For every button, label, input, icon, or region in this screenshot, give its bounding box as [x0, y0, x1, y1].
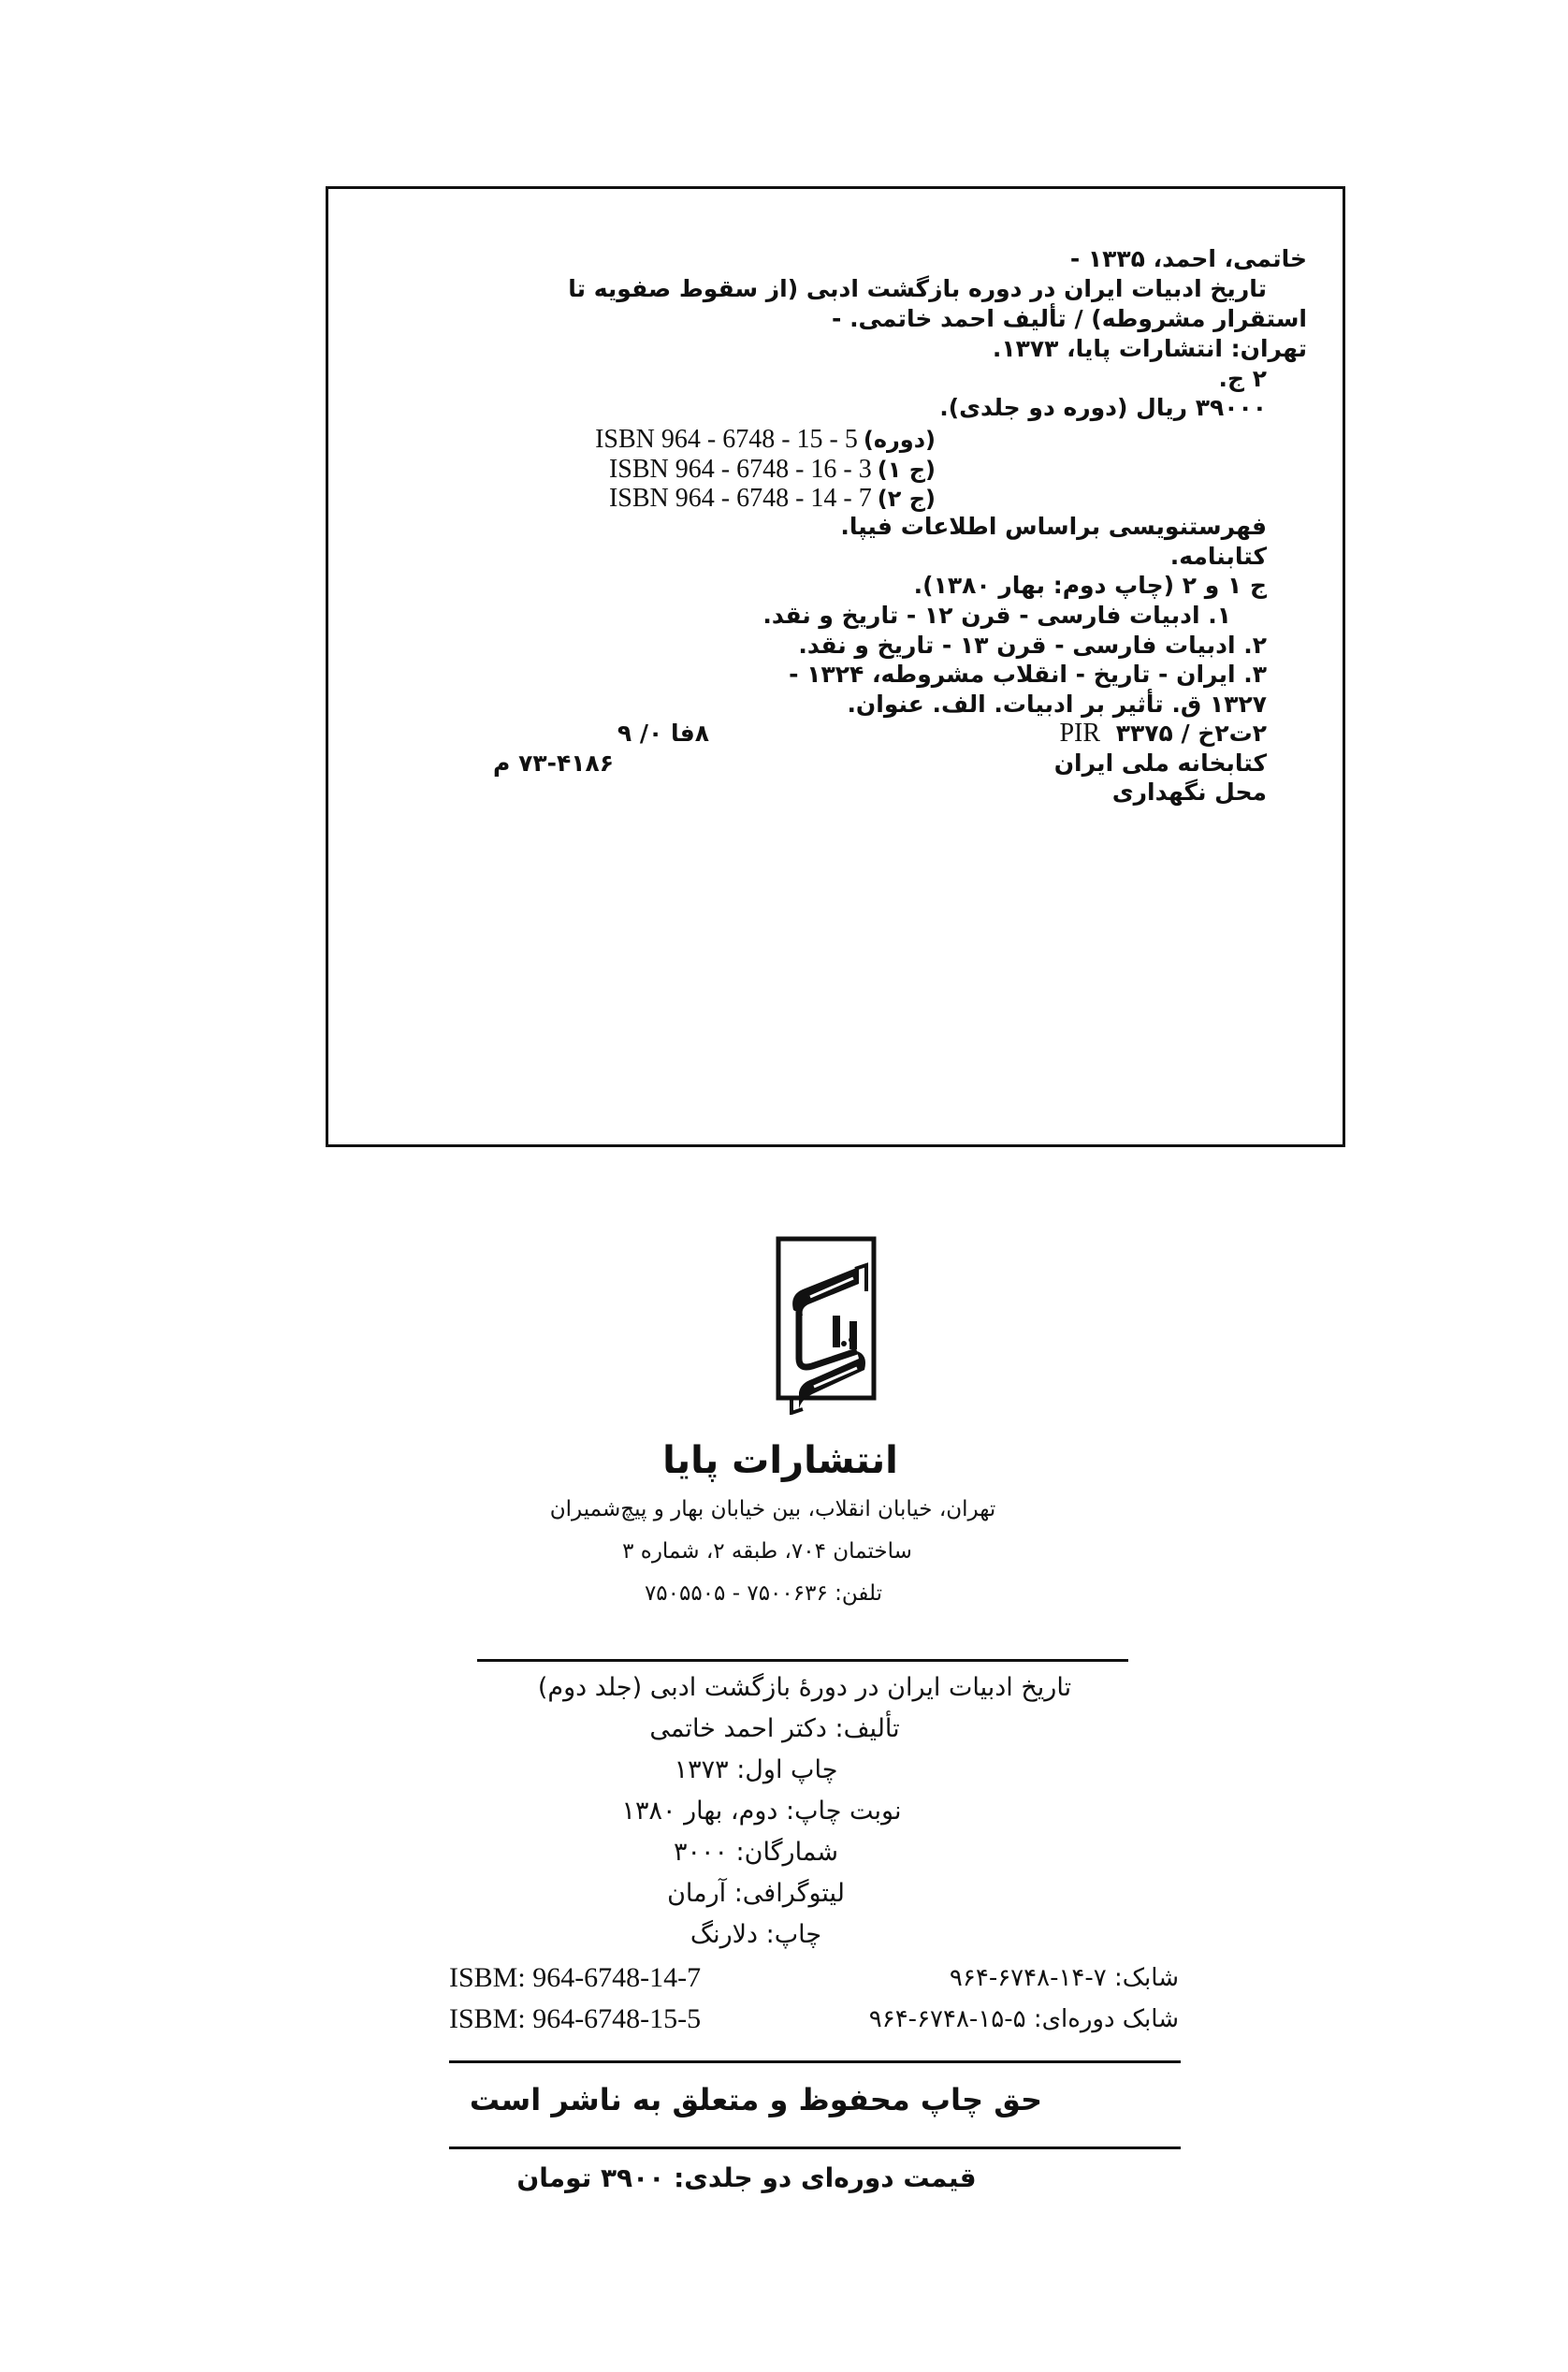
cip-price: ۳۹۰۰۰ ریال (دوره دو جلدی).: [939, 394, 1267, 421]
cip-dewey-number: ۸فا ۰/ ۹: [617, 720, 709, 747]
isbn-label: (ج ۲): [877, 486, 936, 512]
cip-lc-call-number: [1059, 720, 1267, 748]
isbn-label: (ج ۱): [877, 457, 936, 483]
cip-isbn-set: [595, 424, 936, 455]
cip-author-line: خاتمی، احمد، ۱۳۳۵ -: [1069, 245, 1307, 272]
paya-book-logo-icon: [745, 1218, 885, 1415]
isbm-row-set: [449, 2001, 1179, 2040]
isbn-label: (دوره): [863, 427, 936, 453]
cip-subject-3-cont: ۱۳۲۷ ق. تأثیر بر ادبیات. الف. عنوان.: [847, 691, 1267, 718]
colophon-circulation: شمارگان: ۳۰۰۰: [673, 1838, 839, 1867]
lc-prefix: ۲ت۲خ / ۳۳۷۵: [1115, 720, 1267, 747]
colophon-author: تألیف: دکتر احمد خاتمی: [649, 1714, 900, 1743]
publisher-address-line-2: ساختمان ۷۰۴، طبقه ۲، شماره ۳: [622, 1539, 912, 1564]
isbn-number: ISBN 964 - 6748 - 14 - 7: [608, 484, 872, 513]
cip-imprint: تهران: انتشارات پایا، ۱۳۷۳.: [992, 335, 1307, 362]
cip-library-name: کتابخانه ملی ایران: [1053, 749, 1267, 777]
divider-1: [477, 1659, 1128, 1662]
colophon-print-run: نوبت چاپ: دوم، بهار ۱۳۸۰: [621, 1797, 902, 1826]
cip-fipa-note: فهرستنویسی براساس اطلاعات فیپا.: [840, 513, 1267, 540]
divider-2: [449, 2060, 1181, 2063]
cip-subject-3: ۳. ایران - تاریخ - انقلاب مشروطه، ۱۳۲۴ -: [789, 661, 1267, 688]
cip-bibliography: کتابنامه.: [1169, 543, 1267, 570]
cip-volumes: ۲ ج.: [1218, 365, 1267, 392]
isbm-row-volume: [449, 1959, 1179, 1999]
isbm-persian: شابک دوره‌ای: ۵-۱۵-۶۷۴۸-۹۶۴: [868, 2005, 1179, 2033]
isbm-latin: ISBM: 964-6748-14-7: [449, 1962, 702, 1993]
colophon-title: تاریخ ادبیات ایران در دورهٔ بازگشت ادبی (جلد دوم): [537, 1673, 1072, 1702]
lc-class: PIR: [1059, 719, 1101, 748]
set-price: قیمت دوره‌ای دو جلدی: ۳۹۰۰ تومان: [516, 2162, 977, 2193]
isbm-persian: شابک: ۷-۱۴-۶۷۴۸-۹۶۴: [949, 1964, 1179, 1992]
isbm-latin: ISBM: 964-6748-15-5: [449, 2003, 702, 2034]
paya-logo: [745, 1218, 885, 1415]
cip-edition-note: ج ۱ و ۲ (چاپ دوم: بهار ۱۳۸۰).: [913, 572, 1267, 599]
copyright-notice: حق چاپ محفوظ و متعلق به ناشر است: [469, 2082, 1043, 2117]
isbn-number: ISBN 964 - 6748 - 16 - 3: [608, 455, 872, 484]
colophon-printing: چاپ: دلارنگ: [690, 1920, 822, 1949]
cip-location: محل نگهداری: [1111, 779, 1267, 806]
publisher-address-line-1: تهران، خیابان انقلاب، بین خیابان بهار و پیچ‌شمیران: [549, 1497, 996, 1521]
cip-subject-2: ۲. ادبیات فارسی - قرن ۱۳ - تاریخ و نقد.: [798, 632, 1267, 659]
colophon-lithography: لیتوگرافی: آرمان: [667, 1879, 845, 1908]
publisher-phone: تلفن: ۷۵۰۰۶۳۶ - ۷۵۰۵۵۰۵: [644, 1581, 883, 1606]
cip-isbn-vol1: [609, 454, 936, 485]
cip-title-line-1: تاریخ ادبیات ایران در دوره بازگشت ادبی (از سقوط صفویه تا: [568, 275, 1267, 302]
colophon-first-print: چاپ اول: ۱۳۷۳: [674, 1755, 838, 1784]
isbn-number: ISBN 964 - 6748 - 15 - 5: [595, 425, 858, 454]
cip-isbn-vol2: [609, 483, 936, 514]
cip-library-record: ۷۳-۴۱۸۶ م: [493, 749, 614, 777]
publisher-name: انتشارات پایا: [662, 1439, 898, 1482]
cip-title-line-2: استقرار مشروطه) / تألیف احمد خاتمی. -: [831, 305, 1307, 332]
divider-3: [449, 2146, 1181, 2149]
cip-subject-1: ۱. ادبیات فارسی - قرن ۱۲ - تاریخ و نقد.: [762, 602, 1231, 629]
